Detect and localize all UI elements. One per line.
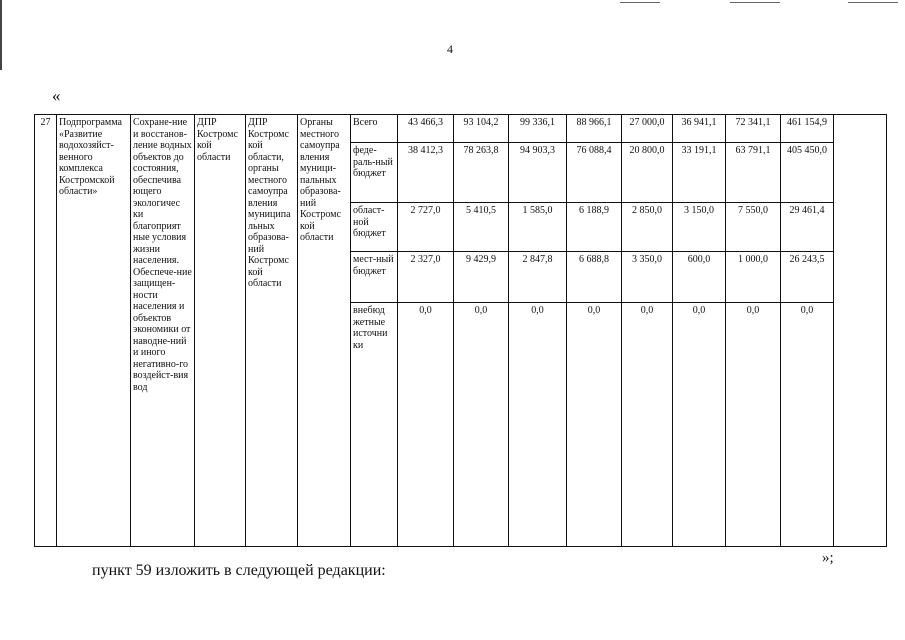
funding-value: 2 327,0 [398,252,454,303]
page-number: 4 [447,42,453,56]
scan-mark [848,2,898,3]
funding-source: Всего [351,115,398,143]
funding-value: 27 000,0 [622,115,673,143]
funding-value: 0,0 [567,303,622,547]
scan-mark [730,2,780,3]
funding-value: 63 791,1 [726,143,781,203]
footer-instruction: пункт 59 изложить в следующей редакции: [92,562,386,579]
scan-mark [620,2,660,3]
participants: Органы местного самоупра вления муници-пальных образова-ний Костромс кой области [298,115,351,547]
funding-value: 38 412,3 [398,143,454,203]
funding-value: 5 410,5 [454,203,509,252]
funding-source: област-ной бюджет [351,203,398,252]
funding-value: 461 154,9 [781,115,834,143]
row-number: 27 [35,115,57,547]
funding-value: 6 688,8 [567,252,622,303]
funding-source: феде-раль-ный бюджет [351,143,398,203]
funding-value: 33 191,1 [673,143,726,203]
funding-value: 88 966,1 [567,115,622,143]
funding-value: 6 188,9 [567,203,622,252]
program-name: Подпрограмма «Развитие водохозяйст-венного комплекса Костромской области» [57,115,131,547]
funding-value: 76 088,4 [567,143,622,203]
scan-edge [0,0,2,70]
funding-value: 3 150,0 [673,203,726,252]
funding-value: 0,0 [673,303,726,547]
funding-value: 78 263,8 [454,143,509,203]
funding-value: 0,0 [781,303,834,547]
funding-value: 0,0 [622,303,673,547]
co-executors: ДПР Костромс кой области, органы местного самоупра вления муниципа льных образова-ний Костромс кой области [246,115,298,547]
budget-table [34,114,887,547]
funding-source: мест-ный бюджет [351,252,398,303]
funding-value: 0,0 [454,303,509,547]
funding-value: 43 466,3 [398,115,454,143]
table-row [35,115,887,143]
funding-value: 1 585,0 [509,203,567,252]
empty-cell [834,115,887,547]
funding-value: 36 941,1 [673,115,726,143]
funding-value: 29 461,4 [781,203,834,252]
funding-value: 7 550,0 [726,203,781,252]
funding-value: 9 429,9 [454,252,509,303]
responsible-executor: ДПР Костромс кой области [195,115,246,547]
close-quote: »; [822,550,834,566]
funding-value: 0,0 [726,303,781,547]
funding-value: 20 800,0 [622,143,673,203]
funding-value: 405 450,0 [781,143,834,203]
funding-value: 26 243,5 [781,252,834,303]
funding-value: 2 727,0 [398,203,454,252]
program-goal: Сохране-ние и восстанов-ление водных объектов до состояния, обеспечива ющего экологичес ки благоприят ные условия жизни населения. Обеспече-ние защищен-ности населения и объектов экономики от наводне-ний и иного негативно-го воздейст-вия вод [131,115,195,547]
funding-value: 0,0 [398,303,454,547]
funding-value: 600,0 [673,252,726,303]
funding-source: внебюд жетные источни ки [351,303,398,547]
open-quote: « [52,86,61,105]
funding-value: 94 903,3 [509,143,567,203]
funding-value: 2 847,8 [509,252,567,303]
funding-value: 93 104,2 [454,115,509,143]
funding-value: 0,0 [509,303,567,547]
funding-value: 99 336,1 [509,115,567,143]
funding-value: 1 000,0 [726,252,781,303]
funding-value: 2 850,0 [622,203,673,252]
funding-value: 3 350,0 [622,252,673,303]
funding-value: 72 341,1 [726,115,781,143]
